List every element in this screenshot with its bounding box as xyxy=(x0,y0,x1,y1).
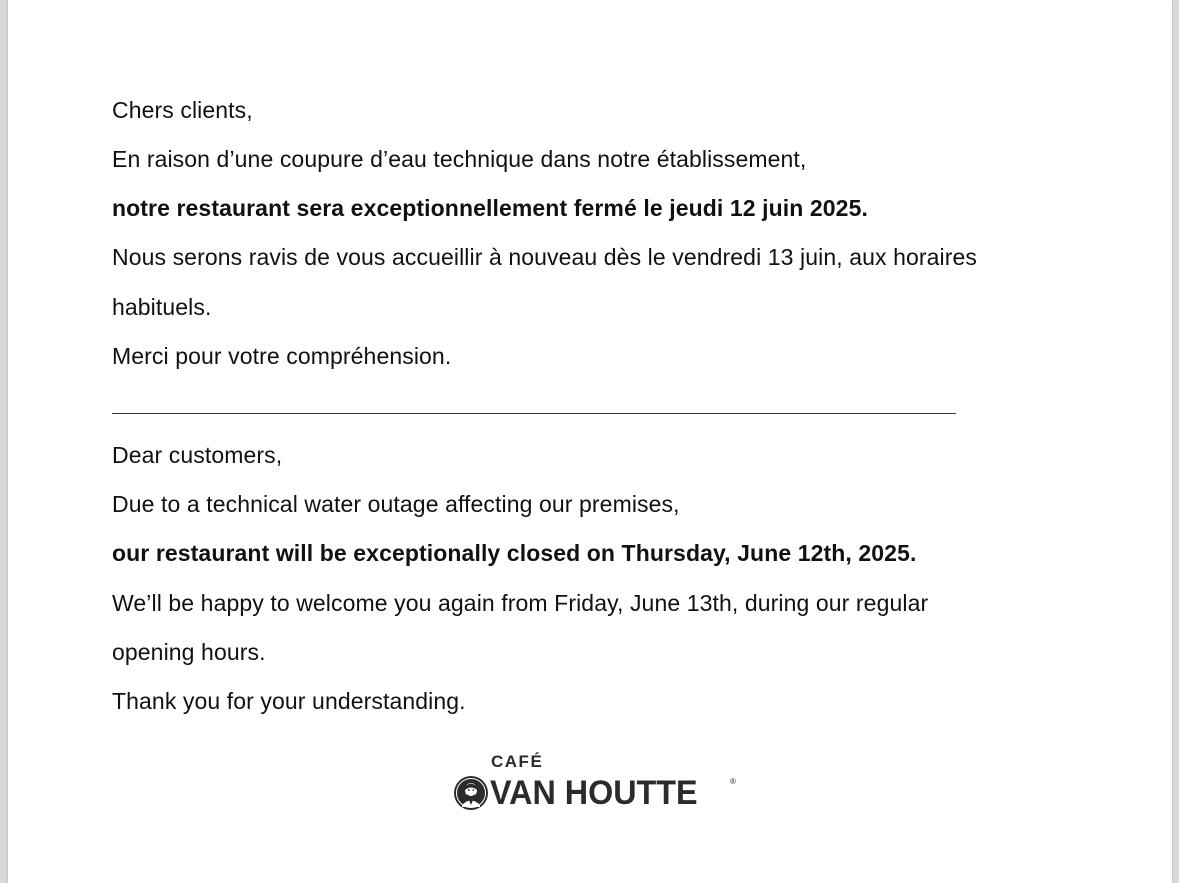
french-thanks: Merci pour votre compréhension. xyxy=(112,343,452,369)
notice-page xyxy=(8,0,1172,883)
registered-mark: ® xyxy=(730,777,736,786)
logo-van-houtte-text: VAN HOUTTE xyxy=(490,774,698,812)
logo-cafe-text: CAFÉ xyxy=(491,752,544,771)
french-reopening-line: Nous serons ravis de vous accueillir à nouveau dès le vendredi 13 juin, aux horaires xyxy=(112,244,977,270)
english-greeting: Dear customers, xyxy=(112,442,283,468)
french-greeting: Chers clients, xyxy=(112,97,253,123)
english-closure-notice: our restaurant will be exceptionally closed on Thursday, June 12th, 2025. xyxy=(112,540,917,566)
english-reopening-line-cont: opening hours. xyxy=(112,639,266,665)
french-closure-notice: notre restaurant sera exceptionnellement fermé le jeudi 12 juin 2025. xyxy=(112,195,868,221)
french-line-1: En raison d’une coupure d’eau technique dans notre établissement, xyxy=(112,146,807,172)
cafe-van-houtte-logo xyxy=(444,752,744,816)
english-reopening-line: We’ll be happy to welcome you again from Friday, June 13th, during our regular xyxy=(112,590,929,616)
french-reopening-line-cont: habituels. xyxy=(112,294,212,320)
english-thanks: Thank you for your understanding. xyxy=(112,688,466,714)
english-line-1: Due to a technical water outage affecting our premises, xyxy=(112,491,680,517)
language-divider xyxy=(112,413,956,414)
portrait-emblem-icon xyxy=(453,775,489,811)
